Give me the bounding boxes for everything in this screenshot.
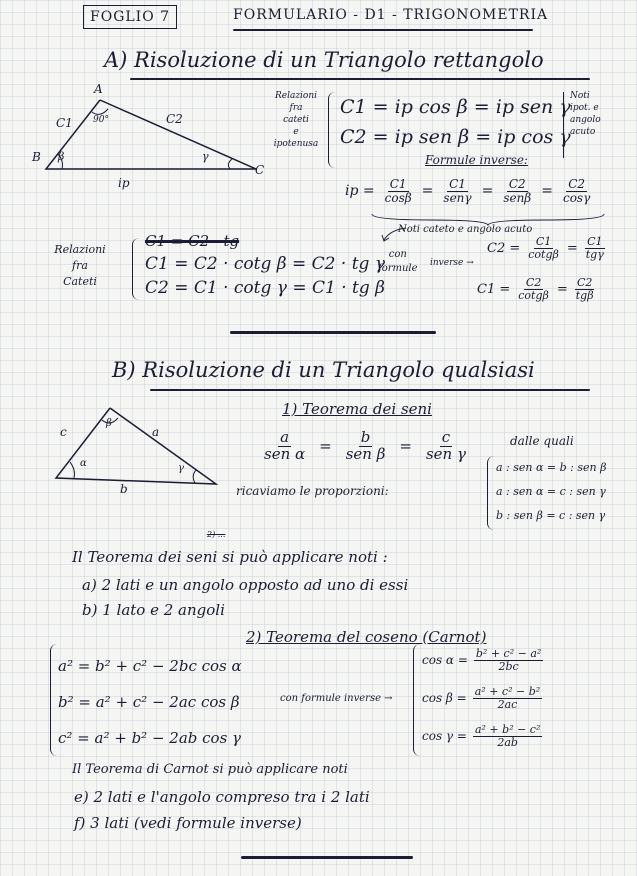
side-c1-label: C1 bbox=[56, 116, 73, 130]
side-a-label: a bbox=[152, 425, 160, 439]
alpha-label: α bbox=[80, 458, 87, 469]
gamma-angle-arc bbox=[228, 159, 232, 169]
rel-label: Relazioni fra cateti e ipotenusa bbox=[273, 91, 319, 149]
ip-formula: ip = $\frac{C1}{\cos\beta}$ = $\frac{C1}{\text{senγ}}$ = $\frac{C2}{\text{senβ}}$ = $\frac{C2}{\cos\gamma}$ bbox=[345, 177, 591, 205]
theorem-1-title: 1) Teorema dei seni bbox=[282, 400, 432, 418]
con-formule-inverse: con formule inverse → bbox=[280, 693, 393, 704]
law-of-sines: $\frac{a}{\text{sen α}}$ = $\frac{b}{\text{sen β}}$ = $\frac{c}{\text{sen γ}}$ bbox=[264, 428, 466, 463]
right-triangle-diagram bbox=[30, 85, 270, 185]
ip-frac-2: $\frac{C1}{\text{senγ}}$ bbox=[443, 177, 472, 205]
carnot-case-e: e) 2 lati e l'angolo compreso tra i 2 lati bbox=[74, 788, 370, 806]
theorem-2-title: 2) Teorema del coseno (Carnot) bbox=[246, 628, 487, 646]
section-b-underline bbox=[150, 389, 590, 391]
cateti-label: Relazioni fra Cateti bbox=[54, 243, 106, 288]
section-divider-1 bbox=[230, 331, 436, 334]
inverse-formulas-label: Formule inverse: bbox=[425, 153, 528, 167]
ip-frac-4: $\frac{C2}{\cos\gamma}$ bbox=[562, 177, 591, 205]
rel-brace bbox=[328, 92, 335, 168]
c1-inverse-formula: C1 = $\frac{C2}{\cot g\beta}$ = $\frac{C2}{\text{tgβ}}$ bbox=[477, 276, 594, 302]
sines-frac-b: $\frac{b}{\text{sen β}}$ bbox=[345, 428, 386, 463]
c2-frac-2: $\frac{C1}{\text{tgγ}}$ bbox=[585, 235, 604, 261]
c2-inverse-formula: C2 = $\frac{C1}{\cot g\beta}$ = $\frac{C1}{\text{tgγ}}$ bbox=[487, 235, 604, 261]
general-triangle-outline bbox=[56, 408, 216, 484]
cosine-eq-a: a² = b² + c² − 2bc cos α bbox=[58, 657, 242, 675]
c1-frac-2: $\frac{C2}{\text{tgβ}}$ bbox=[575, 276, 594, 302]
inverse-brace bbox=[413, 644, 420, 756]
vertex-c: C bbox=[255, 163, 265, 177]
eq-c2-c1: C2 = C1 · cotg γ = C1 · tg β bbox=[145, 278, 385, 298]
note-noti-ipot: Noti ipot. e angolo acuto bbox=[570, 91, 601, 137]
right-angle-mark bbox=[92, 109, 108, 114]
eq-c2-ip: C2 = ip sen β = ip cos γ bbox=[340, 126, 571, 148]
sines-case-b: b) 1 lato e 2 angoli bbox=[82, 601, 225, 619]
proportion-3: b : sen β = c : sen γ bbox=[496, 509, 606, 522]
proportions-intro: ricaviamo le proporzioni: bbox=[236, 484, 389, 498]
side-b-label: b bbox=[120, 482, 128, 496]
right-triangle-outline bbox=[46, 100, 256, 169]
cosine-eq-b: b² = a² + c² − 2ac cos β bbox=[58, 693, 240, 711]
curved-arrow bbox=[380, 226, 410, 246]
cos-inverse-beta: cos β = $\frac{\text{a² + c² − b²}}{2ac}$ bbox=[422, 685, 541, 711]
ip-frac-1: $\frac{C1}{\cos\beta}$ bbox=[384, 177, 412, 205]
cosine-eq-c: c² = a² + b² − 2ab cos γ bbox=[58, 729, 242, 747]
vertex-b: B bbox=[32, 150, 41, 164]
cateti-brace bbox=[132, 238, 139, 300]
cosine-brace bbox=[50, 644, 57, 756]
ip-frac-3: $\frac{C2}{\text{senβ}}$ bbox=[503, 177, 532, 205]
sines-applicability: Il Teorema dei seni si può applicare noti : bbox=[72, 548, 388, 566]
proportion-2: a : sen α = c : sen γ bbox=[496, 485, 606, 498]
sines-frac-a: $\frac{a}{\text{sen α}}$ bbox=[264, 428, 306, 463]
cateti-struck-text: C1 = C2 · tg bbox=[145, 232, 240, 250]
section-b-heading: B) Risoluzione di un Triangolo qualsiasi bbox=[112, 358, 535, 382]
proportions-brace bbox=[487, 456, 494, 530]
cosine-equations bbox=[58, 648, 242, 756]
beta-label-b: β bbox=[106, 418, 112, 429]
right-angle-label: 90° bbox=[93, 115, 109, 125]
beta-label: β bbox=[58, 150, 65, 163]
gamma-label: γ bbox=[202, 150, 209, 163]
eq-c1-c2: C1 = C2 · cotg β = C2 · tg γ bbox=[145, 254, 385, 274]
noti-cateto-note: Noti cateto e angolo acuto bbox=[398, 224, 533, 235]
cos-inverse-gamma: cos γ = $\frac{\text{a² + b² − c²}}{2ab}$ bbox=[422, 723, 541, 749]
proportions-list bbox=[496, 456, 606, 528]
c2-frac-1: $\frac{C1}{\cot g\beta}$ bbox=[528, 235, 559, 261]
general-triangle-diagram bbox=[50, 400, 240, 490]
page-title: FORMULARIO - D1 - TRIGONOMETRIA bbox=[233, 7, 549, 23]
title-underline bbox=[233, 29, 533, 31]
sines-case-a: a) 2 lati e un angolo opposto ad uno di essi bbox=[82, 576, 409, 594]
side-c2-label: C2 bbox=[166, 112, 183, 126]
sines-frac-c: $\frac{c}{\text{sen γ}}$ bbox=[425, 428, 466, 463]
dalle-quali: dalle quali bbox=[510, 434, 574, 448]
carnot-applicability: Il Teorema di Carnot si può applicare noti bbox=[72, 762, 348, 777]
side-ip-label: ip bbox=[118, 176, 130, 190]
cos-inverse-alpha: cos α = $\frac{\text{b² + c² − a²}}{2bc}$ bbox=[422, 647, 542, 673]
alpha-angle-arc bbox=[70, 462, 75, 478]
sheet-number: FOGLIO 7 bbox=[90, 9, 171, 25]
inverse-arrow-label: inverse → bbox=[430, 258, 474, 268]
ip-lhs: ip = bbox=[345, 183, 375, 200]
sheet-number-box bbox=[83, 5, 177, 29]
section-a-heading: A) Risoluzione di un Triangolo rettangolo bbox=[104, 48, 544, 72]
note-brace bbox=[563, 92, 568, 158]
section-a-underline bbox=[130, 78, 590, 80]
proportion-1: a : sen α = b : sen β bbox=[496, 461, 607, 474]
bottom-divider bbox=[241, 856, 413, 859]
gamma-label-b: γ bbox=[178, 463, 184, 474]
c1-frac-1: $\frac{C2}{\cot g\beta}$ bbox=[518, 276, 549, 302]
vertex-a: A bbox=[94, 82, 103, 96]
eq-c1-ip: C1 = ip cos β = ip sen γ bbox=[340, 96, 571, 118]
small-struck-note: 2) ... bbox=[207, 530, 226, 539]
con-formule-label: con formule bbox=[378, 249, 418, 274]
gamma-angle-arc-b bbox=[193, 470, 196, 483]
carnot-case-f: f) 3 lati (vedi formule inverse) bbox=[74, 814, 302, 832]
side-c-label: c bbox=[60, 425, 67, 439]
